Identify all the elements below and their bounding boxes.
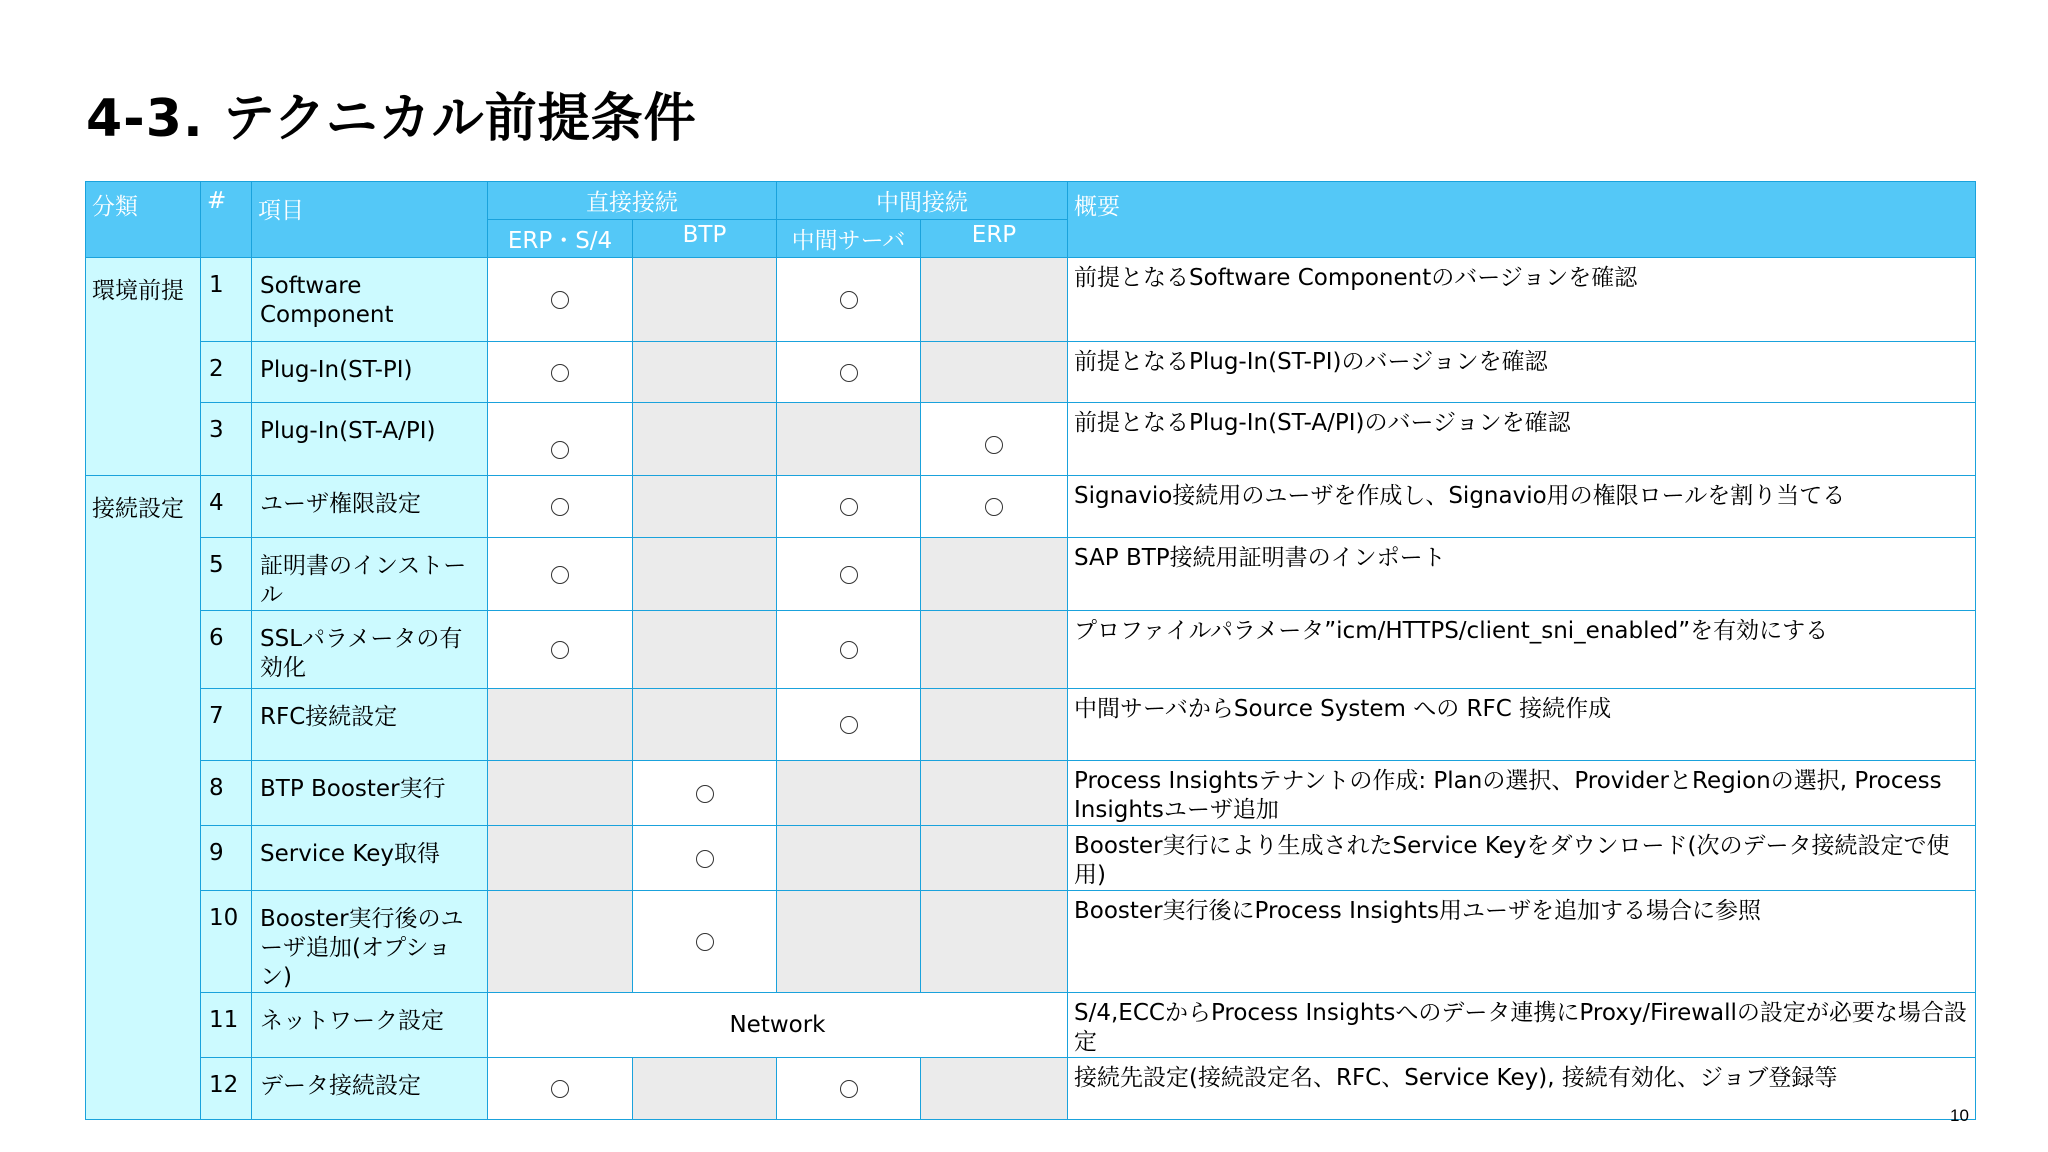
row-item: ユーザ権限設定	[252, 476, 488, 538]
cell-erp	[921, 891, 1068, 993]
row-description: プロファイルパラメータ”icm/HTTPS/client_sni_enabled”を有効にする	[1068, 611, 1976, 689]
header-middle: 中間接続	[777, 182, 1068, 220]
table-row	[86, 258, 1976, 342]
cell-btp	[633, 611, 777, 689]
page-title: 4-3. テクニカル前提条件	[86, 89, 697, 149]
table-row	[86, 538, 1976, 611]
circle-mark-icon	[551, 441, 569, 459]
cell-erp-s4	[488, 826, 633, 891]
category-conn: 接続設定	[86, 476, 201, 1120]
row-number: 10	[201, 891, 252, 993]
cell-btp	[633, 761, 777, 826]
cell-mid-server	[777, 476, 921, 538]
circle-mark-icon	[840, 566, 858, 584]
table-row	[86, 826, 1976, 891]
row-description: S/4,ECCからProcess Insightsへのデータ連携にProxy/Firewallの設定が必要な場合設定	[1068, 993, 1976, 1058]
row-description: Booster実行により生成されたService Keyをダウンロード(次のデータ接続設定で使用)	[1068, 826, 1976, 891]
row-item: 証明書のインストール	[252, 538, 488, 611]
table-row	[86, 891, 1976, 993]
cell-erp	[921, 611, 1068, 689]
row-number: 3	[201, 403, 252, 476]
cell-btp	[633, 538, 777, 611]
cell-erp-s4	[488, 611, 633, 689]
circle-mark-icon	[840, 1080, 858, 1098]
cell-btp	[633, 403, 777, 476]
circle-mark-icon	[696, 933, 714, 951]
cell-mid-server	[777, 342, 921, 403]
cell-erp	[921, 1058, 1068, 1120]
cell-btp	[633, 1058, 777, 1120]
row-number: 1	[201, 258, 252, 342]
cell-erp-s4	[488, 258, 633, 342]
cell-btp	[633, 476, 777, 538]
table-row	[86, 476, 1976, 538]
row-description: Booster実行後にProcess Insights用ユーザを追加する場合に参照	[1068, 891, 1976, 993]
row-item: Plug-In(ST-A/PI)	[252, 403, 488, 476]
cell-btp	[633, 258, 777, 342]
table-row	[86, 689, 1976, 761]
row-number: 2	[201, 342, 252, 403]
table-row	[86, 993, 1976, 1058]
row-item: ネットワーク設定	[252, 993, 488, 1058]
category-env: 環境前提	[86, 258, 201, 476]
cell-mid-server	[777, 1058, 921, 1120]
cell-erp-s4	[488, 538, 633, 611]
cell-erp	[921, 761, 1068, 826]
cell-mid-server	[777, 258, 921, 342]
row-number: 11	[201, 993, 252, 1058]
cell-btp	[633, 342, 777, 403]
row-item: SSLパラメータの有効化	[252, 611, 488, 689]
header-summary: 概要	[1068, 182, 1976, 258]
row-description: 前提となるPlug-In(ST-PI)のバージョンを確認	[1068, 342, 1976, 403]
cell-btp	[633, 891, 777, 993]
cell-erp-s4	[488, 689, 633, 761]
circle-mark-icon	[840, 498, 858, 516]
cell-mid-server	[777, 538, 921, 611]
cell-erp	[921, 689, 1068, 761]
cell-erp-s4	[488, 891, 633, 993]
row-number: 7	[201, 689, 252, 761]
header-direct: 直接接続	[488, 182, 777, 220]
row-description: 中間サーバからSource System への RFC 接続作成	[1068, 689, 1976, 761]
cell-erp	[921, 538, 1068, 611]
row-item: BTP Booster実行	[252, 761, 488, 826]
circle-mark-icon	[840, 716, 858, 734]
header-btp: BTP	[633, 220, 777, 258]
cell-erp	[921, 476, 1068, 538]
circle-mark-icon	[840, 291, 858, 309]
circle-mark-icon	[551, 364, 569, 382]
cell-mid-server	[777, 826, 921, 891]
row-description: 前提となるPlug-In(ST-A/PI)のバージョンを確認	[1068, 403, 1976, 476]
cell-erp	[921, 826, 1068, 891]
circle-mark-icon	[551, 641, 569, 659]
row-item: Booster実行後のユーザ追加(オプション)	[252, 891, 488, 993]
cell-erp-s4	[488, 1058, 633, 1120]
row-description: Process Insightsテナントの作成: Planの選択、ProviderとRegionの選択, Process Insightsユーザ追加	[1068, 761, 1976, 826]
cell-btp	[633, 689, 777, 761]
requirements-table	[85, 181, 1976, 1120]
row-description: 接続先設定(接続設定名、RFC、Service Key), 接続有効化、ジョブ登録等	[1068, 1058, 1976, 1120]
cell-mid-server	[777, 891, 921, 993]
circle-mark-icon	[840, 364, 858, 382]
row-item: RFC接続設定	[252, 689, 488, 761]
cell-erp	[921, 403, 1068, 476]
row-number: 9	[201, 826, 252, 891]
row-number: 12	[201, 1058, 252, 1120]
cell-erp-s4	[488, 403, 633, 476]
cell-erp-s4	[488, 476, 633, 538]
cell-erp-s4	[488, 342, 633, 403]
circle-mark-icon	[985, 436, 1003, 454]
table-row	[86, 342, 1976, 403]
cell-erp-s4	[488, 761, 633, 826]
circle-mark-icon	[985, 498, 1003, 516]
row-number: 6	[201, 611, 252, 689]
table-row	[86, 403, 1976, 476]
cell-erp	[921, 342, 1068, 403]
page-number: 10	[1950, 1106, 1969, 1125]
row-item: データ接続設定	[252, 1058, 488, 1120]
table-row	[86, 611, 1976, 689]
table-row	[86, 761, 1976, 826]
circle-mark-icon	[840, 641, 858, 659]
circle-mark-icon	[696, 850, 714, 868]
row-description: Signavio接続用のユーザを作成し、Signavio用の権限ロールを割り当てる	[1068, 476, 1976, 538]
row-item: Service Key取得	[252, 826, 488, 891]
circle-mark-icon	[551, 291, 569, 309]
row-item: Plug-In(ST-PI)	[252, 342, 488, 403]
header-category: 分類	[86, 182, 201, 258]
row-description: 前提となるSoftware Componentのバージョンを確認	[1068, 258, 1976, 342]
cell-mid-server	[777, 403, 921, 476]
header-erp: ERP	[921, 220, 1068, 258]
circle-mark-icon	[551, 1080, 569, 1098]
header-erp-s4: ERP・S/4	[488, 220, 633, 258]
header-item: 項目	[252, 182, 488, 258]
row-number: 5	[201, 538, 252, 611]
row-item: Software Component	[252, 258, 488, 342]
cell-mid-server	[777, 611, 921, 689]
row-number: 4	[201, 476, 252, 538]
header-mid-server: 中間サーバ	[777, 220, 921, 258]
cell-mid-server	[777, 689, 921, 761]
row-description: SAP BTP接続用証明書のインポート	[1068, 538, 1976, 611]
cell-erp	[921, 258, 1068, 342]
table-row	[86, 1058, 1976, 1120]
cell-btp	[633, 826, 777, 891]
header-num: #	[201, 182, 252, 258]
circle-mark-icon	[551, 566, 569, 584]
circle-mark-icon	[696, 785, 714, 803]
row-number: 8	[201, 761, 252, 826]
circle-mark-icon	[551, 498, 569, 516]
network-cell: Network	[488, 993, 1068, 1058]
cell-mid-server	[777, 761, 921, 826]
